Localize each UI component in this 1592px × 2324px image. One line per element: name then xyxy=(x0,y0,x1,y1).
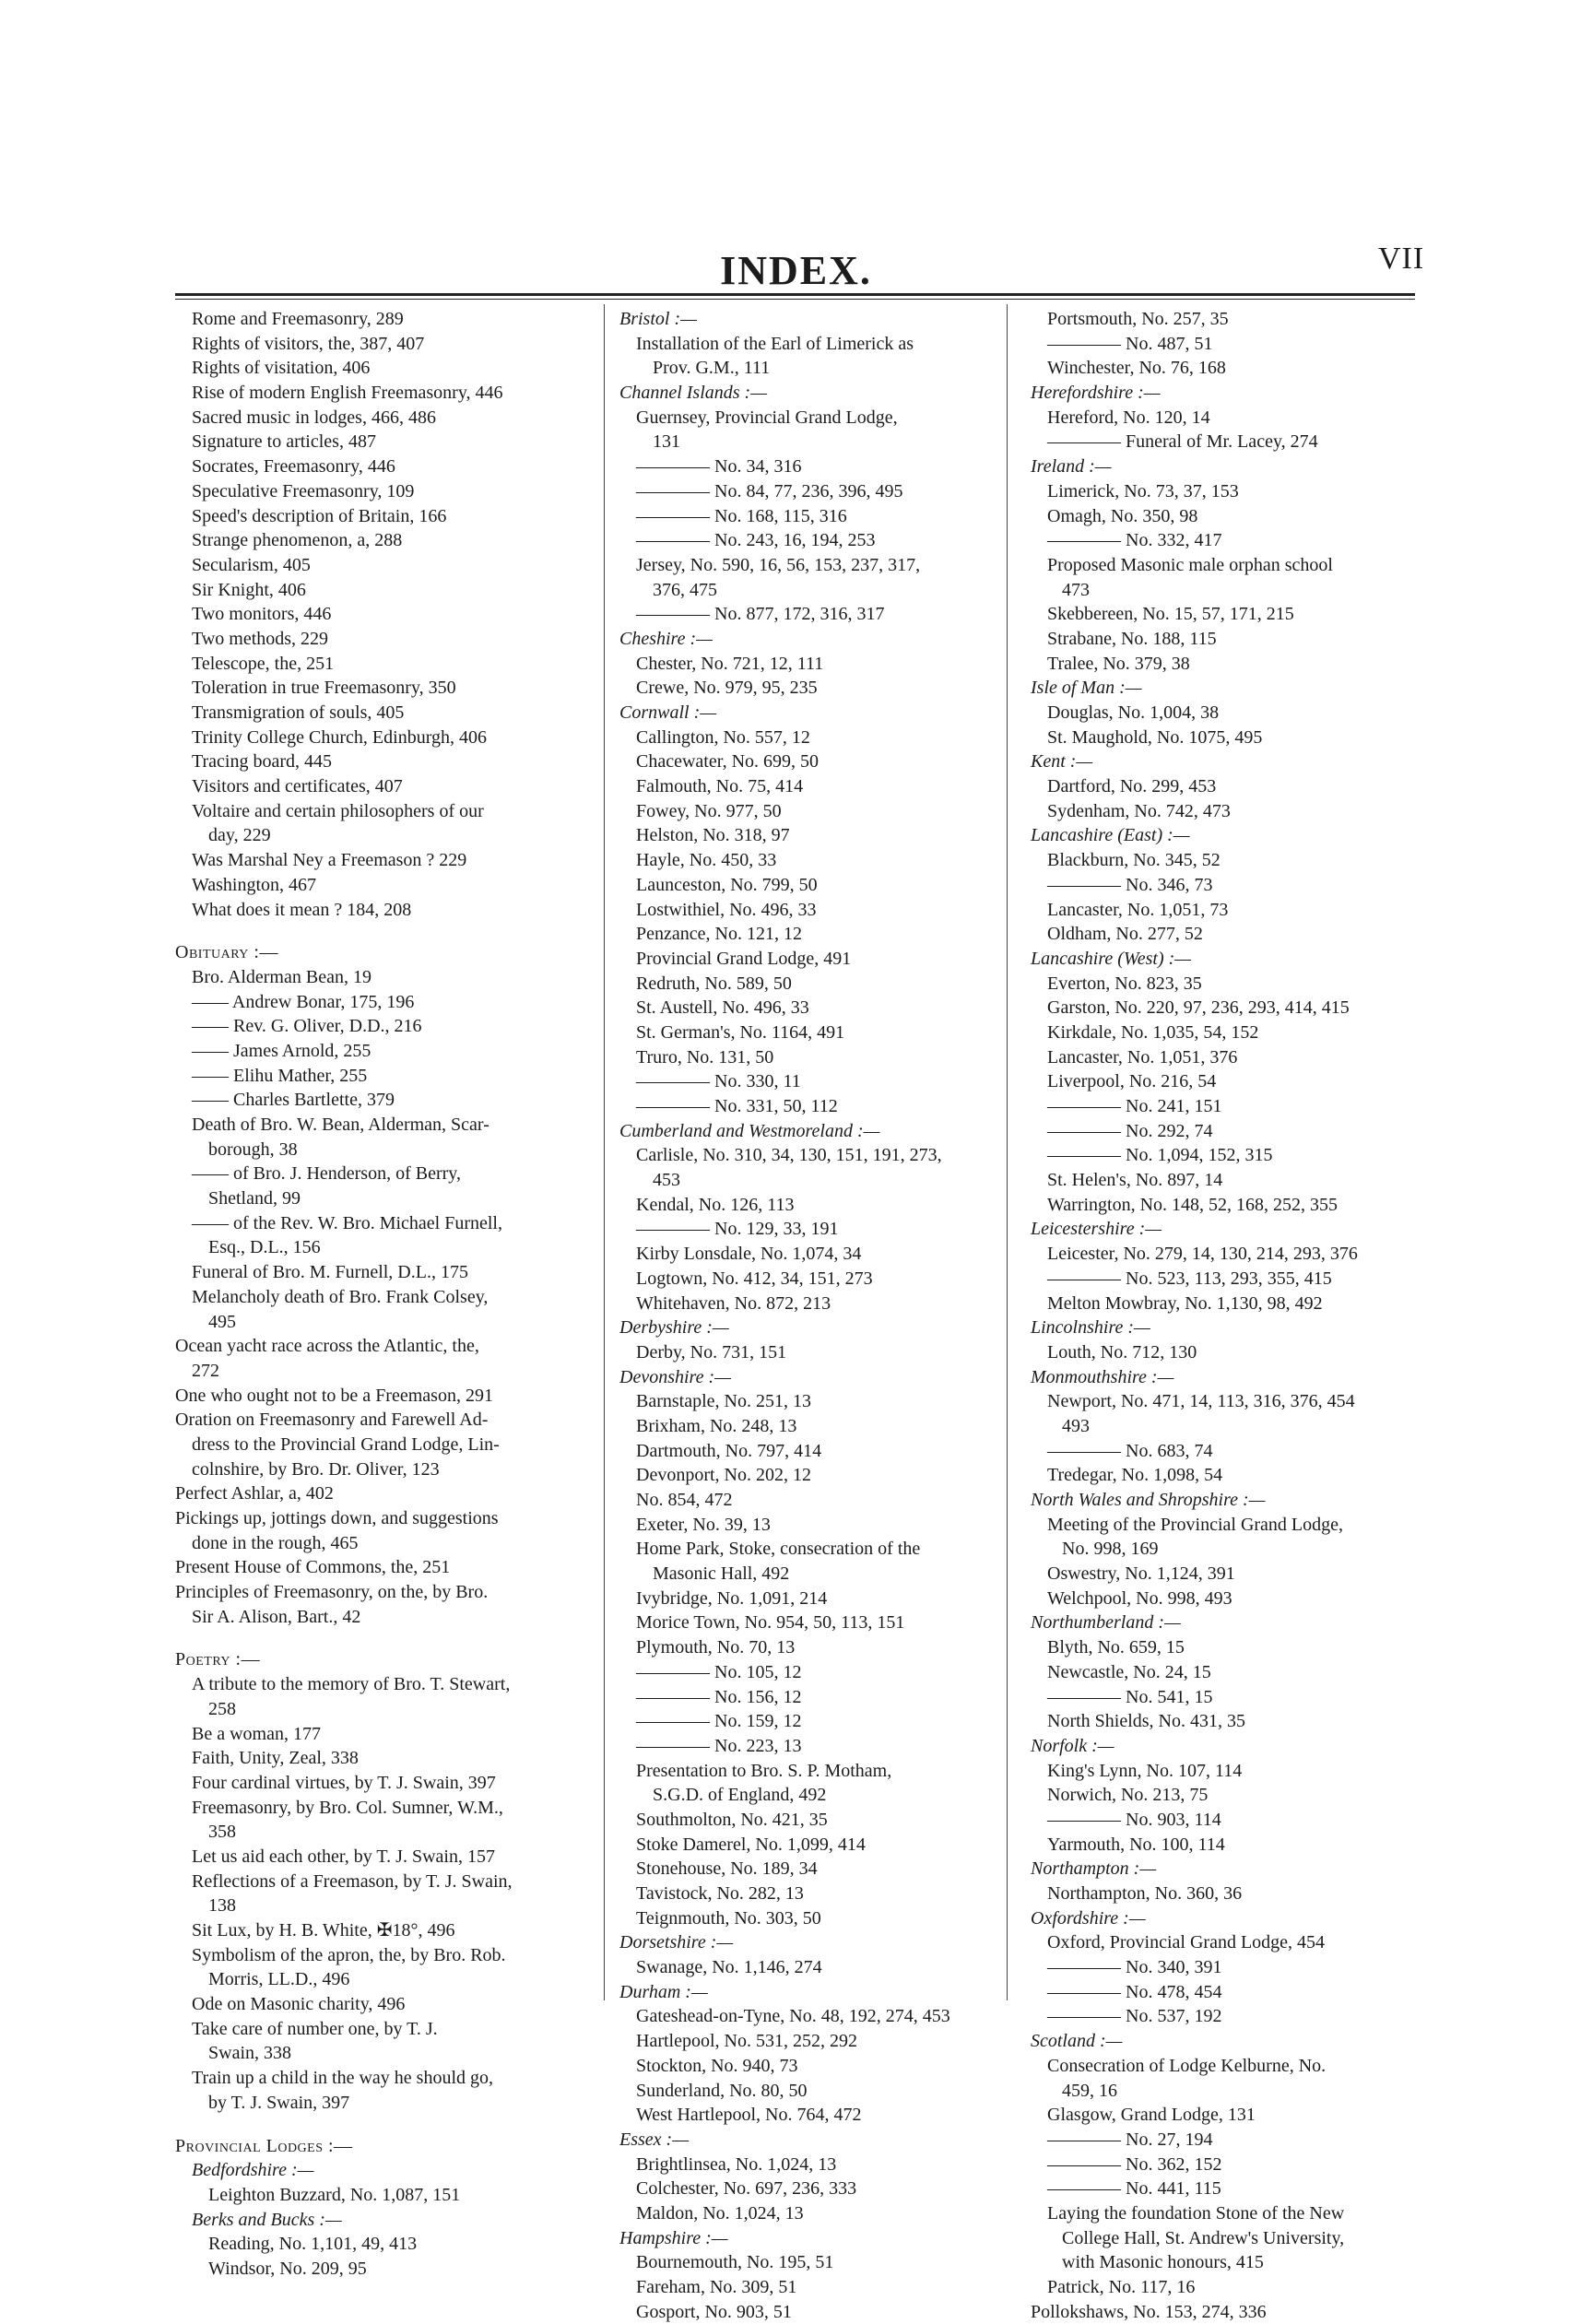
index-entry: Oldham, No. 277, 52 xyxy=(1047,924,1203,945)
index-entry: Northampton, No. 360, 36 xyxy=(1047,1883,1243,1904)
index-entry: 358 xyxy=(208,1822,236,1843)
index-entry: 495 xyxy=(208,1311,236,1332)
index-entry: Speculative Freemasonry, 109 xyxy=(192,480,415,501)
index-entry: Leicester, No. 279, 14, 130, 214, 293, 376 xyxy=(1047,1244,1358,1265)
index-entry: College Hall, St. Andrew's University, xyxy=(1062,2227,1345,2248)
index-entry: Brixham, No. 248, 13 xyxy=(636,1415,797,1436)
index-entry: Winchester, No. 76, 168 xyxy=(1047,358,1226,379)
index-entry: ———— No. 340, 391 xyxy=(1047,1957,1222,1978)
index-subheading: Cumberland and Westmoreland :— xyxy=(619,1120,880,1141)
index-entry: Kirby Lonsdale, No. 1,074, 34 xyxy=(636,1244,862,1265)
index-entry: Prov. G.M., 111 xyxy=(653,358,771,379)
index-entry: ———— No. 362, 152 xyxy=(1047,2153,1222,2175)
index-entry: Toleration in true Freemasonry, 350 xyxy=(192,678,456,699)
index-entry: Four cardinal virtues, by T. J. Swain, 397 xyxy=(192,1772,496,1793)
index-entry: Colchester, No. 697, 236, 333 xyxy=(636,2178,857,2200)
index-entry: ———— No. 156, 12 xyxy=(636,1686,802,1707)
index-entry: Windsor, No. 209, 95 xyxy=(208,2258,367,2279)
index-entry: Hartlepool, No. 531, 252, 292 xyxy=(636,2031,857,2052)
index-entry: Rise of modern English Freemasonry, 446 xyxy=(192,383,503,404)
index-entry: ———— No. 159, 12 xyxy=(636,1711,802,1732)
index-column-3 xyxy=(1014,307,1420,2324)
index-entry: Carlisle, No. 310, 34, 130, 151, 191, 273, xyxy=(636,1145,942,1166)
index-entry: 258 xyxy=(208,1698,236,1719)
index-entry: by T. J. Swain, 397 xyxy=(208,2092,350,2113)
index-entry: Newcastle, No. 24, 15 xyxy=(1047,1661,1211,1682)
index-subheading: Cheshire :— xyxy=(619,628,713,649)
index-entry: ———— No. 1,094, 152, 315 xyxy=(1047,1145,1273,1166)
index-section-heading: Obituary :— xyxy=(175,942,278,963)
index-entry: 272 xyxy=(192,1360,219,1381)
index-entry: Masonic Hall, 492 xyxy=(653,1563,790,1585)
index-entry: Present House of Commons, the, 251 xyxy=(175,1557,451,1578)
index-subheading: Norfolk :— xyxy=(1031,1735,1114,1756)
index-entry: Stoke Damerel, No. 1,099, 414 xyxy=(636,1834,866,1855)
index-entry: Train up a child in the way he should go, xyxy=(192,2068,494,2089)
index-entry: 453 xyxy=(653,1170,680,1191)
index-entry: ———— No. 331, 50, 112 xyxy=(636,1096,838,1116)
index-entry: Patrick, No. 117, 16 xyxy=(1047,2277,1196,2297)
index-entry: Limerick, No. 73, 37, 153 xyxy=(1047,480,1239,501)
index-entry: dress to the Provincial Grand Lodge, Lin- xyxy=(192,1433,500,1455)
index-entry: Telescope, the, 251 xyxy=(192,653,335,674)
index-entry: Norwich, No. 213, 75 xyxy=(1047,1785,1209,1806)
index-entry: Gosport, No. 903, 51 xyxy=(636,2301,792,2322)
index-entry: Portsmouth, No. 257, 35 xyxy=(1047,309,1229,329)
index-entry: Oswestry, No. 1,124, 391 xyxy=(1047,1563,1235,1585)
index-entry: Morice Town, No. 954, 50, 113, 151 xyxy=(636,1612,905,1634)
index-entry: St. Helen's, No. 897, 14 xyxy=(1047,1170,1223,1191)
index-entry: Whitehaven, No. 872, 213 xyxy=(636,1292,831,1314)
index-entry: —— Elihu Mather, 255 xyxy=(192,1065,368,1086)
index-section-heading: Poetry :— xyxy=(175,1649,261,1670)
index-entry: North Shields, No. 431, 35 xyxy=(1047,1711,1245,1732)
index-entry: ———— No. 683, 74 xyxy=(1047,1440,1213,1461)
index-entry: ———— No. 84, 77, 236, 396, 495 xyxy=(636,480,903,501)
index-entry: Louth, No. 712, 130 xyxy=(1047,1341,1197,1363)
index-entry: Voltaire and certain philosophers of our xyxy=(192,800,484,821)
index-entry: St. Austell, No. 496, 33 xyxy=(636,997,809,1019)
index-entry: Liverpool, No. 216, 54 xyxy=(1047,1071,1217,1092)
index-entry: What does it mean ? 184, 208 xyxy=(192,899,412,920)
index-entry: ———— No. 34, 316 xyxy=(636,456,802,478)
index-entry: Meeting of the Provincial Grand Lodge, xyxy=(1047,1514,1344,1535)
index-entry: Two monitors, 446 xyxy=(192,604,332,625)
index-column-1 xyxy=(175,307,588,2282)
index-subheading: Lincolnshire :— xyxy=(1031,1317,1150,1339)
index-entry: ———— No. 332, 417 xyxy=(1047,530,1222,551)
index-entry: Yarmouth, No. 100, 114 xyxy=(1047,1834,1225,1855)
index-entry: Installation of the Earl of Limerick as xyxy=(636,333,914,354)
index-entry: Two methods, 229 xyxy=(192,628,329,649)
index-entry: Warrington, No. 148, 52, 168, 252, 355 xyxy=(1047,1194,1338,1215)
index-entry: Tavistock, No. 282, 13 xyxy=(636,1883,804,1904)
index-entry: A tribute to the memory of Bro. T. Stewart, xyxy=(192,1674,511,1695)
index-subheading: Lancashire (East) :— xyxy=(1031,825,1190,846)
index-entry: ———— No. 441, 115 xyxy=(1047,2178,1221,2200)
index-entry: Sydenham, No. 742, 473 xyxy=(1047,800,1231,821)
index-entry: borough, 38 xyxy=(208,1138,298,1160)
index-entry: ———— No. 129, 33, 191 xyxy=(636,1219,839,1240)
index-column-2 xyxy=(619,307,1007,2324)
index-subheading: North Wales and Shropshire :— xyxy=(1031,1490,1266,1510)
index-entry: Hereford, No. 120, 14 xyxy=(1047,407,1210,428)
index-entry: Lancaster, No. 1,051, 376 xyxy=(1047,1046,1238,1068)
page-number: VII xyxy=(1378,242,1425,276)
index-subheading: Northampton :— xyxy=(1031,1858,1157,1880)
index-entry: —— James Arnold, 255 xyxy=(192,1040,371,1061)
index-entry: No. 854, 472 xyxy=(636,1490,733,1510)
index-entry: ———— No. 877, 172, 316, 317 xyxy=(636,604,885,625)
index-entry: Glasgow, Grand Lodge, 131 xyxy=(1047,2105,1256,2126)
index-subheading: Dorsetshire :— xyxy=(619,1932,734,1953)
index-subheading: Channel Islands :— xyxy=(619,383,767,404)
index-entry: Chester, No. 721, 12, 111 xyxy=(636,653,824,674)
index-entry: Logtown, No. 412, 34, 151, 273 xyxy=(636,1268,873,1289)
index-entry: Freemasonry, by Bro. Col. Sumner, W.M., xyxy=(192,1797,503,1818)
index-entry: Strange phenomenon, a, 288 xyxy=(192,530,403,551)
index-entry: —— Andrew Bonar, 175, 196 xyxy=(192,991,415,1012)
index-entry: Melancholy death of Bro. Frank Colsey, xyxy=(192,1286,489,1307)
index-entry: Helston, No. 318, 97 xyxy=(636,825,790,846)
index-entry: Blackburn, No. 345, 52 xyxy=(1047,850,1221,871)
index-subheading: Oxfordshire :— xyxy=(1031,1907,1146,1929)
index-entry: Lancaster, No. 1,051, 73 xyxy=(1047,899,1229,920)
index-entry: Garston, No. 220, 97, 236, 293, 414, 415 xyxy=(1047,997,1350,1019)
index-entry: Guernsey, Provincial Grand Lodge, xyxy=(636,407,898,428)
section-gap xyxy=(175,2116,588,2134)
index-entry: Teignmouth, No. 303, 50 xyxy=(636,1907,821,1929)
index-entry: Launceston, No. 799, 50 xyxy=(636,874,818,895)
index-entry: Dartmouth, No. 797, 414 xyxy=(636,1440,822,1461)
index-entry: 376, 475 xyxy=(653,579,717,600)
index-entry: ———— No. 903, 114 xyxy=(1047,1809,1221,1830)
index-entry: Lostwithiel, No. 496, 33 xyxy=(636,899,817,920)
index-entry: Exeter, No. 39, 13 xyxy=(636,1514,771,1535)
index-entry: Maldon, No. 1,024, 13 xyxy=(636,2202,804,2224)
index-entry: Everton, No. 823, 35 xyxy=(1047,973,1202,994)
index-entry: Sit Lux, by H. B. White, ✠18°, 496 xyxy=(192,1920,455,1941)
index-entry: Signature to articles, 487 xyxy=(192,431,376,453)
index-entry: —— of the Rev. W. Bro. Michael Furnell, xyxy=(192,1212,502,1233)
index-entry: ———— No. 105, 12 xyxy=(636,1661,802,1682)
index-entry: Callington, No. 557, 12 xyxy=(636,726,810,748)
index-entry: Leighton Buzzard, No. 1,087, 151 xyxy=(208,2184,461,2205)
index-entry: Melton Mowbray, No. 1,130, 98, 492 xyxy=(1047,1292,1323,1314)
index-subheading: Hampshire :— xyxy=(619,2227,728,2248)
index-entry: Penzance, No. 121, 12 xyxy=(636,924,802,945)
index-entry: Rights of visitors, the, 387, 407 xyxy=(192,333,425,354)
index-entry: Bro. Alderman Bean, 19 xyxy=(192,966,371,987)
index-entry: Ode on Masonic charity, 496 xyxy=(192,1994,406,2015)
index-entry: ———— Funeral of Mr. Lacey, 274 xyxy=(1047,431,1318,453)
index-entry: ———— No. 346, 73 xyxy=(1047,874,1213,895)
index-entry: St. German's, No. 1164, 491 xyxy=(636,1021,845,1043)
index-entry: Ivybridge, No. 1,091, 214 xyxy=(636,1587,828,1609)
index-entry: Speed's description of Britain, 166 xyxy=(192,505,447,526)
index-section-heading: Provincial Lodges :— xyxy=(175,2135,353,2156)
index-entry: —— Rev. G. Oliver, D.D., 216 xyxy=(192,1016,422,1037)
index-entry: Omagh, No. 350, 98 xyxy=(1047,505,1198,526)
index-entry: Morris, LL.D., 496 xyxy=(208,1969,350,1990)
index-entry: 138 xyxy=(208,1895,236,1917)
index-entry: Oration on Freemasonry and Farewell Ad- xyxy=(175,1410,489,1431)
index-subheading: Herefordshire :— xyxy=(1031,383,1161,404)
index-entry: ———— No. 478, 454 xyxy=(1047,1981,1222,2002)
index-subheading: Monmouthshire :— xyxy=(1031,1366,1174,1387)
index-entry: Rights of visitation, 406 xyxy=(192,358,371,379)
header-rule-thick xyxy=(175,293,1415,296)
index-entry: ———— No. 541, 15 xyxy=(1047,1686,1213,1707)
index-entry: Presentation to Bro. S. P. Motham, xyxy=(636,1760,892,1781)
index-entry: Perfect Ashlar, a, 402 xyxy=(175,1483,334,1504)
index-entry: Douglas, No. 1,004, 38 xyxy=(1047,702,1220,723)
index-entry: St. Maughold, No. 1075, 495 xyxy=(1047,726,1263,748)
index-entry: ———— No. 537, 192 xyxy=(1047,2006,1222,2027)
index-entry: Stockton, No. 940, 73 xyxy=(636,2055,798,2076)
index-entry: Sir A. Alison, Bart., 42 xyxy=(192,1606,361,1627)
index-entry: Funeral of Bro. M. Furnell, D.L., 175 xyxy=(192,1262,468,1283)
index-entry: Tralee, No. 379, 38 xyxy=(1047,653,1190,674)
index-entry: Welchpool, No. 998, 493 xyxy=(1047,1587,1232,1609)
index-entry: Swanage, No. 1,146, 274 xyxy=(636,1957,822,1978)
index-entry: Ocean yacht race across the Atlantic, the, xyxy=(175,1336,479,1357)
index-entry: King's Lynn, No. 107, 114 xyxy=(1047,1760,1243,1781)
index-entry: Chacewater, No. 699, 50 xyxy=(636,751,820,773)
index-entry: Esq., D.L., 156 xyxy=(208,1237,321,1258)
index-entry: Faith, Unity, Zeal, 338 xyxy=(192,1748,359,1769)
index-entry: Brightlinsea, No. 1,024, 13 xyxy=(636,2153,837,2175)
index-entry: Laying the foundation Stone of the New xyxy=(1047,2202,1345,2224)
index-entry: 131 xyxy=(653,431,680,453)
index-entry: Stonehouse, No. 189, 34 xyxy=(636,1858,818,1880)
column-divider-2 xyxy=(1007,304,1008,2000)
index-subheading: Ireland :— xyxy=(1031,456,1112,478)
index-entry: colnshire, by Bro. Dr. Oliver, 123 xyxy=(192,1458,440,1480)
index-entry: No. 998, 169 xyxy=(1062,1539,1159,1560)
index-entry: ———— No. 27, 194 xyxy=(1047,2129,1213,2150)
section-gap xyxy=(175,922,588,940)
index-entry: Trinity College Church, Edinburgh, 406 xyxy=(192,726,487,748)
index-entry: Reading, No. 1,101, 49, 413 xyxy=(208,2234,418,2255)
index-entry: Death of Bro. W. Bean, Alderman, Scar- xyxy=(192,1115,489,1135)
index-entry: ———— No. 487, 51 xyxy=(1047,333,1213,354)
index-subheading: Kent :— xyxy=(1031,751,1093,773)
index-subheading: Leicestershire :— xyxy=(1031,1219,1162,1240)
index-subheading: Derbyshire :— xyxy=(619,1317,729,1339)
index-entry: Sir Knight, 406 xyxy=(192,579,306,600)
index-entry: day, 229 xyxy=(208,825,271,846)
index-entry: with Masonic honours, 415 xyxy=(1062,2252,1264,2273)
index-entry: 473 xyxy=(1062,579,1090,600)
index-entry: Crewe, No. 979, 95, 235 xyxy=(636,678,818,699)
index-entry: Plymouth, No. 70, 13 xyxy=(636,1637,796,1658)
index-entry: Shetland, 99 xyxy=(208,1188,301,1209)
index-entry: Falmouth, No. 75, 414 xyxy=(636,776,804,797)
index-subheading: Bedfordshire :— xyxy=(192,2160,314,2181)
index-entry: ———— No. 330, 11 xyxy=(636,1071,801,1092)
index-entry: Blyth, No. 659, 15 xyxy=(1047,1637,1185,1658)
index-entry: Hayle, No. 450, 33 xyxy=(636,850,777,871)
index-entry: Take care of number one, by T. J. xyxy=(192,2018,438,2039)
index-entry: Secularism, 405 xyxy=(192,554,311,575)
index-entry: Southmolton, No. 421, 35 xyxy=(636,1809,828,1830)
index-entry: Reflections of a Freemason, by T. J. Swain, xyxy=(192,1870,513,1892)
index-entry: Pickings up, jottings down, and suggestions xyxy=(175,1508,499,1528)
index-subheading: Northumberland :— xyxy=(1031,1612,1181,1634)
index-entry: Tracing board, 445 xyxy=(192,751,333,773)
page-title: INDEX. xyxy=(720,248,872,293)
column-divider-1 xyxy=(604,304,605,2000)
index-entry: West Hartlepool, No. 764, 472 xyxy=(636,2105,862,2126)
index-entry: S.G.D. of England, 492 xyxy=(653,1785,827,1806)
index-entry: ———— No. 241, 151 xyxy=(1047,1096,1222,1116)
index-entry: Proposed Masonic male orphan school xyxy=(1047,554,1333,575)
index-entry: ———— No. 223, 13 xyxy=(636,1735,802,1756)
index-entry: Sacred music in lodges, 466, 486 xyxy=(192,407,436,428)
index-entry: Kirkdale, No. 1,035, 54, 152 xyxy=(1047,1021,1259,1043)
index-entry: Let us aid each other, by T. J. Swain, 157 xyxy=(192,1846,495,1867)
index-entry: Provincial Grand Lodge, 491 xyxy=(636,948,852,969)
index-entry: Fowey, No. 977, 50 xyxy=(636,800,782,821)
index-entry: Skebbereen, No. 15, 57, 171, 215 xyxy=(1047,604,1294,625)
index-entry: Oxford, Provincial Grand Lodge, 454 xyxy=(1047,1932,1326,1953)
index-subheading: Isle of Man :— xyxy=(1031,678,1142,699)
index-entry: Bournemouth, No. 195, 51 xyxy=(636,2252,834,2273)
index-entry: Gateshead-on-Tyne, No. 48, 192, 274, 453 xyxy=(636,2006,950,2027)
index-subheading: Bristol :— xyxy=(619,309,697,329)
index-entry: Swain, 338 xyxy=(208,2043,291,2064)
index-subheading: Cornwall :— xyxy=(619,702,717,723)
index-entry: Socrates, Freemasonry, 446 xyxy=(192,456,395,478)
index-entry: Redruth, No. 589, 50 xyxy=(636,973,792,994)
index-entry: Kendal, No. 126, 113 xyxy=(636,1194,795,1215)
index-entry: ———— No. 243, 16, 194, 253 xyxy=(636,530,876,551)
index-entry: Transmigration of souls, 405 xyxy=(192,702,405,723)
index-entry: Rome and Freemasonry, 289 xyxy=(192,309,404,329)
index-entry: —— Charles Bartlette, 379 xyxy=(192,1090,395,1111)
index-entry: Symbolism of the apron, the, by Bro. Rob. xyxy=(192,1944,506,1965)
index-entry: Barnstaple, No. 251, 13 xyxy=(636,1391,811,1412)
index-subheading: Scotland :— xyxy=(1031,2031,1123,2052)
index-subheading: Durham :— xyxy=(619,1981,708,2002)
index-entry: Principles of Freemasonry, on the, by Bro. xyxy=(175,1582,489,1603)
index-subheading: Essex :— xyxy=(619,2129,689,2150)
index-entry: 459, 16 xyxy=(1062,2080,1117,2101)
index-entry: Was Marshal Ney a Freemason ? 229 xyxy=(192,850,467,871)
index-entry: Tredegar, No. 1,098, 54 xyxy=(1047,1465,1223,1486)
index-entry: Home Park, Stoke, consecration of the xyxy=(636,1539,921,1560)
index-entry: Truro, No. 131, 50 xyxy=(636,1046,774,1068)
index-entry: Sunderland, No. 80, 50 xyxy=(636,2080,808,2101)
index-subheading: Berks and Bucks :— xyxy=(192,2209,342,2230)
index-entry: Derby, No. 731, 151 xyxy=(636,1341,787,1363)
index-entry: Be a woman, 177 xyxy=(192,1723,321,1744)
index-entry: Dartford, No. 299, 453 xyxy=(1047,776,1217,797)
index-entry: ———— No. 292, 74 xyxy=(1047,1120,1213,1141)
index-entry: One who ought not to be a Freemason, 291 xyxy=(175,1385,493,1406)
index-entry: Jersey, No. 590, 16, 56, 153, 237, 317, xyxy=(636,554,921,575)
index-entry: Newport, No. 471, 14, 113, 316, 376, 454 xyxy=(1047,1391,1355,1412)
index-subheading: Devonshire :— xyxy=(619,1366,731,1387)
index-entry: Devonport, No. 202, 12 xyxy=(636,1465,811,1486)
index-entry: ———— No. 523, 113, 293, 355, 415 xyxy=(1047,1268,1332,1289)
index-entry: Washington, 467 xyxy=(192,874,317,895)
index-subheading: Lancashire (West) :— xyxy=(1031,948,1192,969)
index-entry: Consecration of Lodge Kelburne, No. xyxy=(1047,2055,1327,2076)
index-entry: —— of Bro. J. Henderson, of Berry, xyxy=(192,1163,461,1185)
section-gap xyxy=(175,1629,588,1647)
index-entry: done in the rough, 465 xyxy=(192,1532,359,1553)
index-entry: Visitors and certificates, 407 xyxy=(192,776,403,797)
index-entry: Fareham, No. 309, 51 xyxy=(636,2277,797,2297)
header-rule-thin xyxy=(175,299,1415,300)
index-entry: 493 xyxy=(1062,1415,1090,1436)
index-entry: Pollokshaws, No. 153, 274, 336 xyxy=(1031,2301,1267,2322)
index-entry: ———— No. 168, 115, 316 xyxy=(636,505,847,526)
index-entry: Strabane, No. 188, 115 xyxy=(1047,628,1217,649)
